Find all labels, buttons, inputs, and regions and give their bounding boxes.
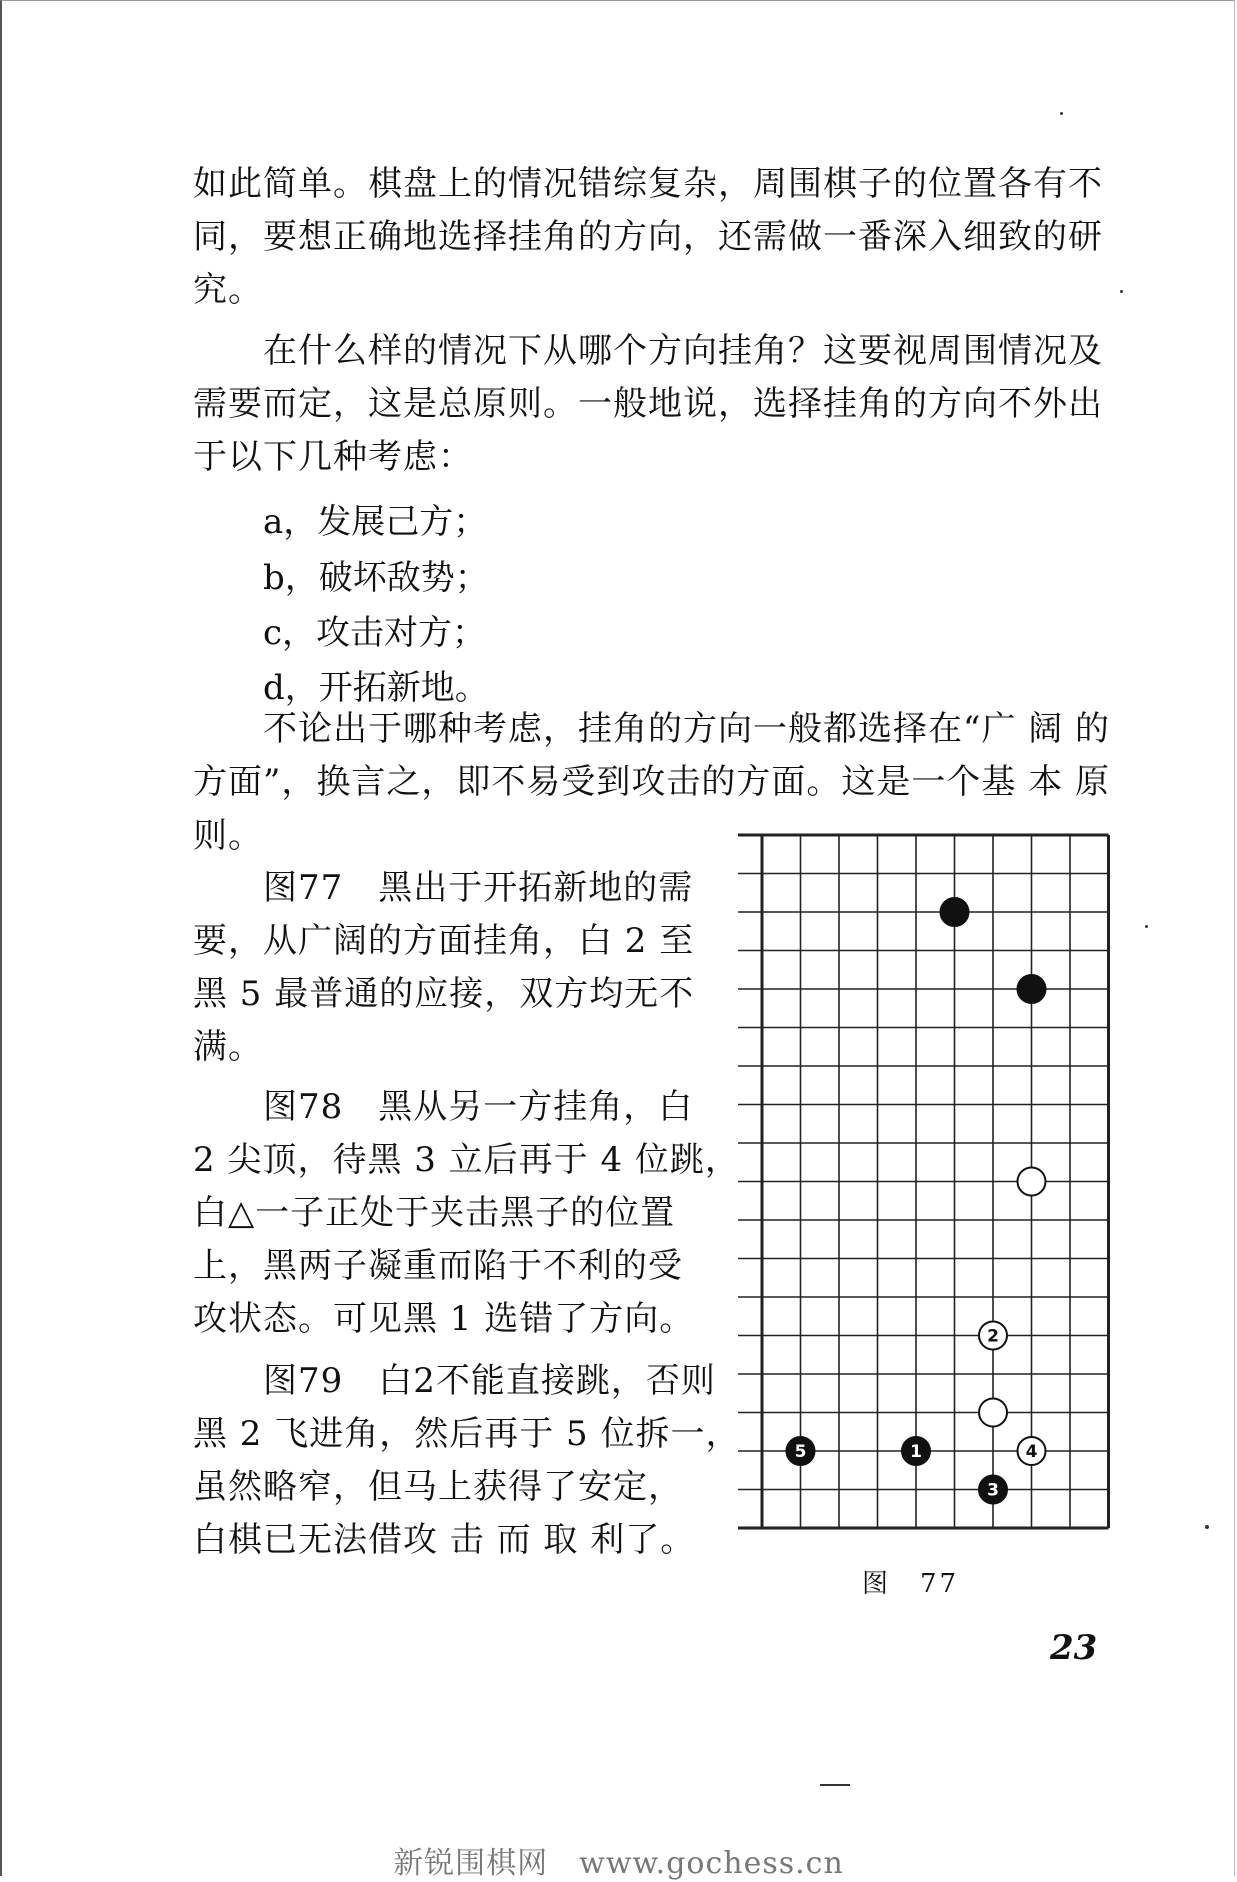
- list-item-d: d，开拓新地。: [263, 668, 489, 708]
- fig78-line3: 白△一子正处于夹击黑子的位置: [193, 1193, 676, 1233]
- scan-speck: [1145, 925, 1148, 928]
- fig79-line2: 黑 2 飞进角，然后再于 5 位拆一，: [193, 1414, 741, 1454]
- list-item-a: a，发展己方；: [263, 502, 488, 542]
- stone-move-number: 5: [794, 1442, 807, 1462]
- go-board-diagram: [730, 825, 1110, 1545]
- stone-move-number: 4: [1025, 1442, 1038, 1462]
- white-stone: [979, 1399, 1007, 1427]
- fig79-line1: 图79 白2不能直接跳，否则: [263, 1361, 716, 1401]
- fig78-line5: 攻状态。可见黑 1 选错了方向。: [193, 1299, 695, 1339]
- fig78-line1: 图78 黑从另一方挂角，白: [263, 1087, 694, 1127]
- scan-speck: [1060, 112, 1063, 115]
- para3-line2: 方面”，换言之，即不易受到攻击的方面。这是一个基 本 原: [193, 762, 1110, 802]
- para3-line3: 则。: [193, 816, 263, 856]
- fig78-line4: 上，黑两子凝重而陷于不利的受: [193, 1246, 683, 1286]
- para1-line2: 同，要想正确地选择挂角的方向，还需做一番深入细致的研: [193, 217, 1103, 257]
- scan-speck: [1205, 1525, 1209, 1529]
- para2-line2: 需要而定，这是总原则。一般地说，选择挂角的方向不外出: [193, 384, 1103, 424]
- list-item-b: b，破坏敌势；: [263, 558, 489, 598]
- white-stone: [1018, 1168, 1046, 1196]
- black-stone: [1018, 975, 1046, 1003]
- stone-move-number: 1: [910, 1442, 922, 1462]
- fig79-line3: 虽然略窄，但马上获得了安定，: [193, 1467, 683, 1507]
- scan-speck: [1120, 290, 1123, 293]
- scan-speck: [820, 1784, 850, 1786]
- watermark-footer: 新锐围棋网 www.gochess.cn: [393, 1846, 844, 1881]
- stone-move-number: 2: [987, 1326, 999, 1347]
- fig77-line4: 满。: [193, 1027, 263, 1067]
- para1-line1: 如此简单。棋盘上的情况错综复杂，周围棋子的位置各有不: [193, 164, 1103, 204]
- black-stone: [941, 898, 969, 926]
- fig77-line3: 黑 5 最普通的应接，双方均无不: [193, 974, 695, 1014]
- para2-line3: 于以下几种考虑：: [193, 437, 473, 477]
- fig77-line1: 图77 黑出于开拓新地的需: [263, 868, 694, 908]
- page-number: 23: [1050, 1628, 1098, 1668]
- para1-line3: 究。: [193, 270, 263, 310]
- fig77-line2: 要，从广阔的方面挂角，白 2 至: [193, 921, 695, 961]
- figure-caption: 图 77: [862, 1569, 960, 1599]
- fig79-line4: 白棋已无法借攻 击 而 取 利了。: [193, 1520, 696, 1560]
- list-item-c: c，攻击对方；: [263, 613, 487, 653]
- para3-line1: 不论出于哪种考虑，挂角的方向一般都选择在“广 阔 的: [263, 709, 1110, 749]
- fig78-line2: 2 尖顶，待黑 3 立后再于 4 位跳，: [193, 1140, 740, 1180]
- para2-line1: 在什么样的情况下从哪个方向挂角？这要视周围情况及: [263, 331, 1103, 371]
- stone-move-number: 3: [987, 1480, 999, 1501]
